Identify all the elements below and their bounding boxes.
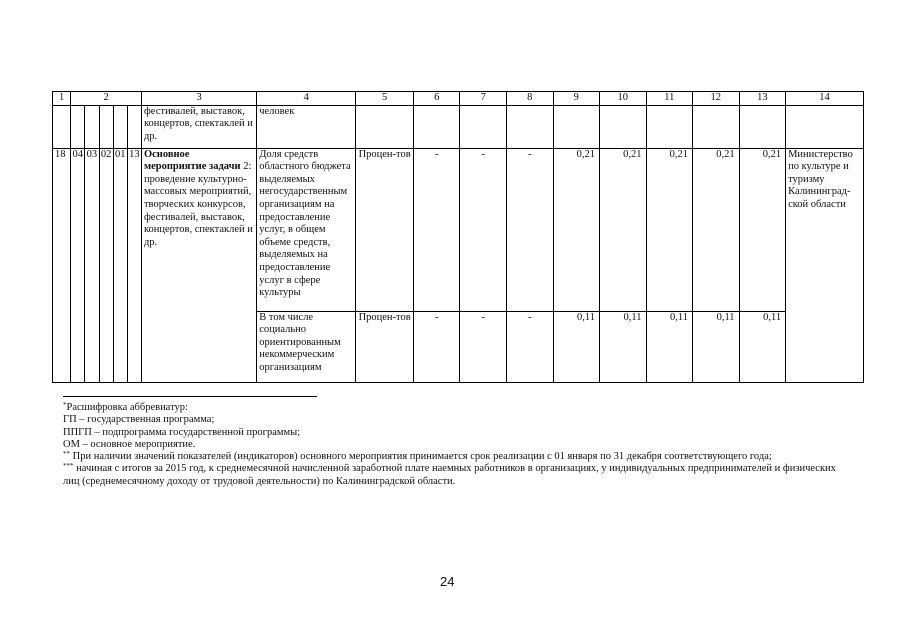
header-cell-9: 9 <box>553 92 600 106</box>
header-cell-12: 12 <box>693 92 740 106</box>
page-number: 24 <box>440 574 455 589</box>
footnote-1: *Расшифровка аббревиатур: <box>63 401 188 413</box>
footnote-2: ** При наличии значений показателей (индикаторов) основного мероприятия принимается срок реализации с 01 января по 31 декабря соответствующего года; <box>63 450 772 463</box>
header-cell-6: 6 <box>413 92 460 106</box>
header-cell-8: 8 <box>506 92 553 106</box>
value-1-col9: 0,21 <box>553 148 600 311</box>
value-2-col12: 0,11 <box>693 311 740 382</box>
header-cell-2: 2 <box>71 92 142 106</box>
header-cell-13: 13 <box>739 92 786 106</box>
value-2-col9: 0,11 <box>553 311 600 382</box>
unit-2-cell: Процен-тов <box>356 311 414 382</box>
value-1-col8: - <box>506 148 553 311</box>
value-2-col11: 0,11 <box>646 311 693 382</box>
table-row-18 <box>53 148 864 311</box>
value-2-col10: 0,11 <box>600 311 647 382</box>
code-extra-cell: 13 <box>127 148 141 382</box>
value-2-col13: 0,11 <box>739 311 786 382</box>
code-om-cell: 01 <box>113 148 127 382</box>
header-cell-1: 1 <box>53 92 71 106</box>
header-cell-11: 11 <box>646 92 693 106</box>
header-row <box>53 92 864 106</box>
value-2-col6: - <box>413 311 460 382</box>
value-1-col11: 0,21 <box>646 148 693 311</box>
value-1-col6: - <box>413 148 460 311</box>
header-cell-4: 4 <box>257 92 356 106</box>
value-2-col7: - <box>460 311 507 382</box>
program-table <box>52 91 864 383</box>
indicator-2-cell: В том числе социально ориентированным некоммерческим организациям <box>257 311 356 382</box>
footnote-gp: ГП – государственная программа; <box>63 414 215 426</box>
header-cell-5: 5 <box>356 92 414 106</box>
row-number-cell: 18 <box>53 148 71 382</box>
unit-1-cell: Процен-тов <box>356 148 414 311</box>
code-task-cell: 02 <box>99 148 113 382</box>
footnote-ppgp: ППГП – подпрограмма государственной программы; <box>63 426 301 438</box>
footnotes <box>63 402 853 488</box>
header-cell-7: 7 <box>460 92 507 106</box>
header-cell-10: 10 <box>600 92 647 106</box>
header-cell-14: 14 <box>786 92 864 106</box>
main-activity-title: Основное мероприятие задачи <box>143 148 241 173</box>
footnote-3: *** начиная с итогов за 2015 год, к среднемесячной начисленной заработной плате наемных работников в организациях, у индивидуальных предпринимателей и физических лиц (среднемесячному доходу от трудовой деятельности) по Калининградской области. <box>63 462 836 487</box>
value-1-col7: - <box>460 148 507 311</box>
continued-row <box>53 105 864 148</box>
header-cell-3: 3 <box>141 92 256 106</box>
responsible-cell: Министерство по культуре и туризму Калининград-ской области <box>786 148 864 382</box>
code-gp-cell: 04 <box>71 148 85 382</box>
footnote-om: ОМ – основное мероприятие. <box>63 438 196 450</box>
value-2-col8: - <box>506 311 553 382</box>
code-ppgp-cell: 03 <box>85 148 99 382</box>
main-activity-description: 2: проведение культурно-массовых мероприятий, творческих конкурсов, фестивалей, выставок, концертов, спектаклей и др. <box>143 161 253 248</box>
cont-unit-cell: человек <box>257 105 356 148</box>
value-1-col12: 0,21 <box>693 148 740 311</box>
cont-activity-cell: фестивалей, выставок, концертов, спектаклей и др. <box>141 105 256 148</box>
footnote-divider <box>63 396 317 397</box>
value-1-col10: 0,21 <box>600 148 647 311</box>
value-1-col13: 0,21 <box>739 148 786 311</box>
main-activity-cell <box>141 148 256 382</box>
indicator-1-cell: Доля средств областного бюджета выделяемых негосударственным организациям на предоставление услуг, в общем объеме средств, выделяемых на предоставление услуг в сфере культуры <box>257 148 356 311</box>
